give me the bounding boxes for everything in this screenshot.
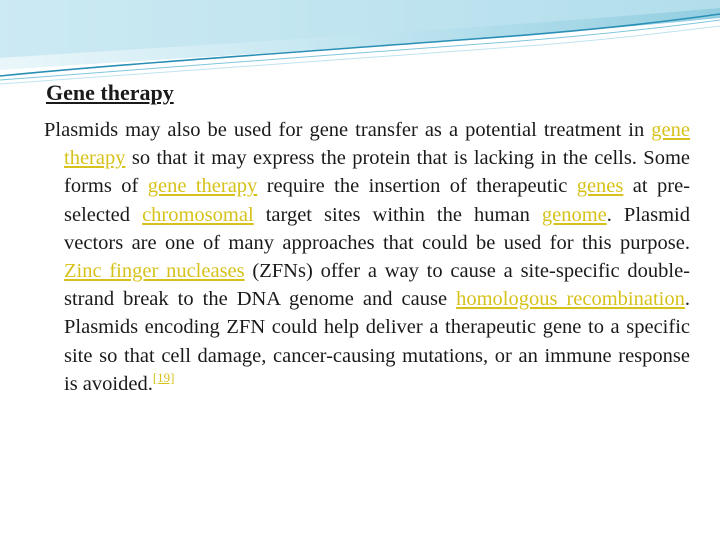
text-segment: target sites within the human	[253, 203, 542, 226]
inline-link[interactable]: Zinc finger nucleases	[64, 260, 245, 283]
inline-link[interactable]: homologous recombination	[456, 288, 685, 311]
inline-link[interactable]: genome	[541, 203, 607, 226]
text-segment: at pre-selected	[64, 175, 690, 226]
citation-superscript	[153, 370, 175, 385]
citation-link[interactable]: [19]	[152, 370, 175, 385]
inline-link[interactable]: chromosomal	[142, 203, 254, 226]
text-segment: . Plasmid vectors are one of many approaches that could be used for this purpose.	[64, 203, 690, 254]
text-segment: so that it may express the protein that is lacking in the cells. Some forms of	[64, 147, 690, 198]
header-wave-decoration	[0, 0, 720, 90]
text-segment: require the insertion of therapeutic	[257, 175, 577, 198]
text-segment: Plasmids may also be used for gene transfer as a potential treatment in	[44, 119, 652, 141]
slide-title	[44, 80, 174, 106]
text-segment: (ZFNs) offer a way to cause a site-specific double-strand break to the DNA genome and cause	[64, 260, 691, 311]
inline-link[interactable]: gene therapy	[64, 119, 690, 170]
text-segment: . Plasmids encoding ZFN could help deliver a therapeutic gene to a specific site so that cell damage, cancer-causing mutations, or an immune response is avoided.	[64, 288, 690, 395]
slide-title-text: Gene therapy	[46, 80, 174, 105]
body-paragraph	[44, 116, 690, 398]
inline-link[interactable]: genes	[576, 175, 624, 198]
inline-link[interactable]: gene therapy	[147, 175, 258, 198]
